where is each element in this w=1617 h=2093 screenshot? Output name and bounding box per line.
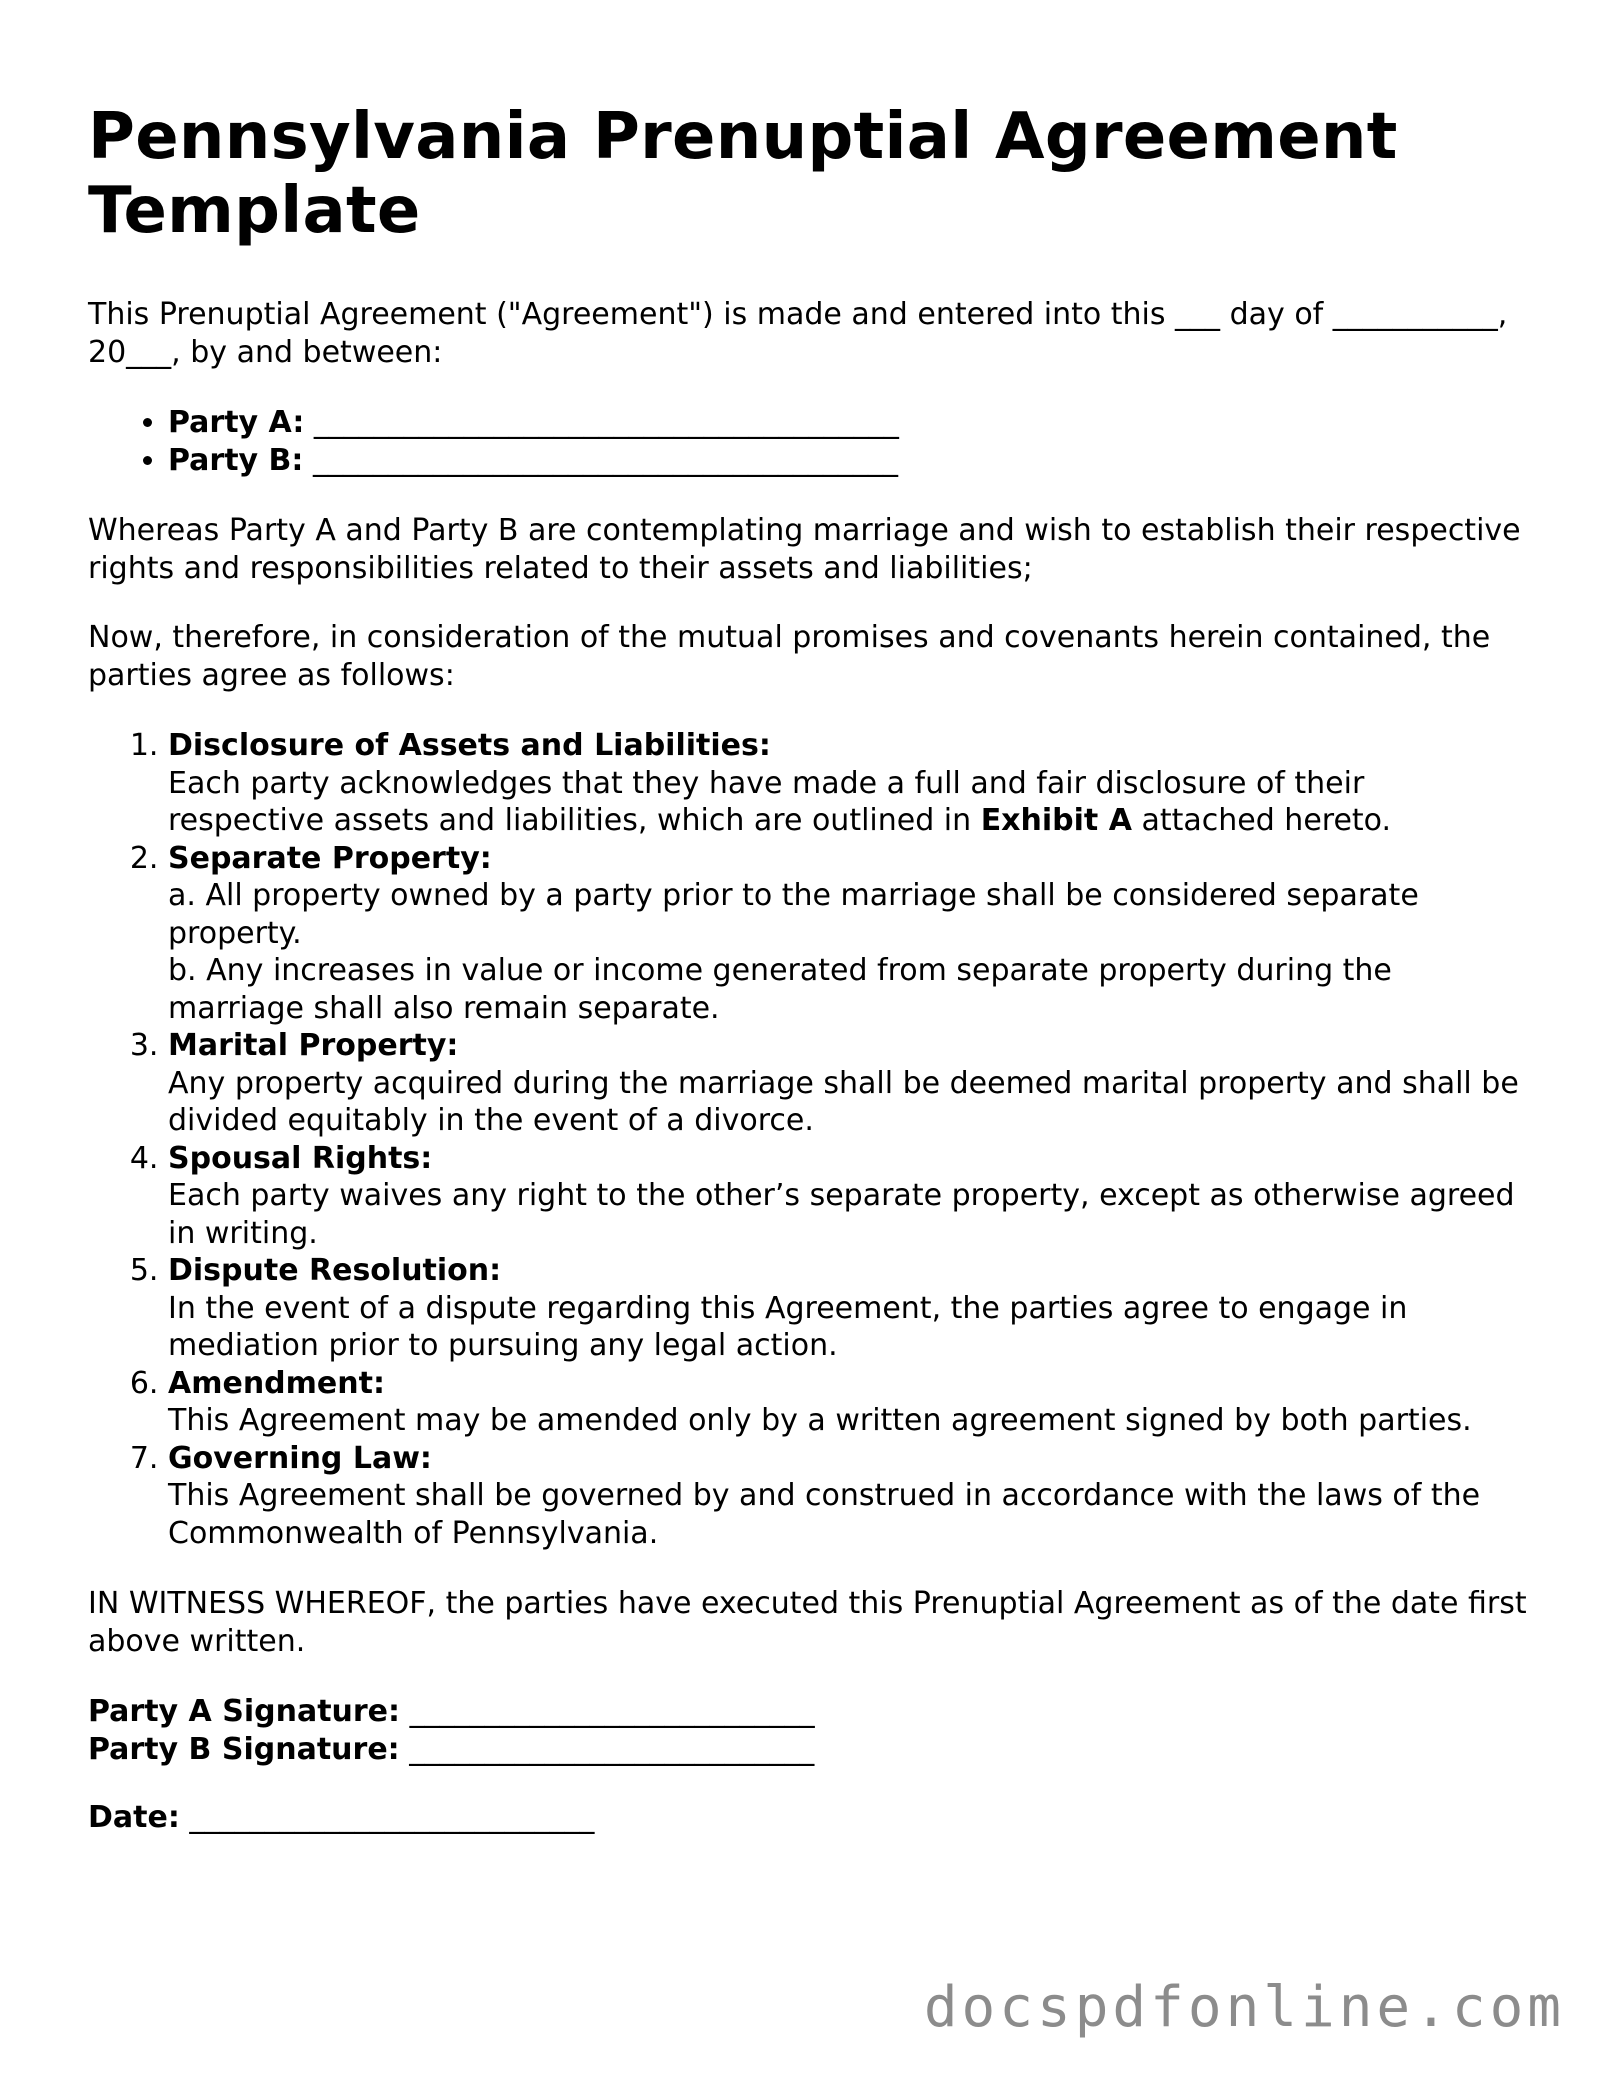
party-b-blank: _______________________________________ [312,443,898,478]
date-label: Date: [88,1800,180,1835]
party-a-item [168,404,1528,442]
clause-text: This Agreement may be amended only by a written agreement signed by both parties. [168,1403,1472,1438]
party-a-label: Party A: [168,405,305,440]
signature-block [88,1693,1528,1769]
party-b-label: Party B: [168,443,304,478]
clause-heading: Amendment: [168,1365,385,1401]
clause-text: attached hereto. [1131,803,1392,838]
clause-text: Each party acknowledges that they have made a full and fair disclosure of their respective assets and liabilities, which are outlined in [168,765,1365,838]
now-therefore-paragraph: Now, therefore, in consideration of the mutual promises and covenants herein contained, the parties agree as follows: [88,620,1491,693]
date-line [88,1799,1528,1837]
party-a-signature-label: Party A Signature: [88,1694,401,1729]
clause-heading: Spousal Rights: [168,1140,433,1176]
intro-paragraph: This Prenuptial Agreement ("Agreement") is made and entered into this ___ day of ___________, 20___, by and between: [88,297,1508,370]
party-b-signature-blank: ___________________________ [409,1732,815,1767]
clause-heading: Governing Law: [168,1440,432,1476]
exhibit-a-reference: Exhibit A [980,803,1132,838]
clause-text: Each party waives any right to the other’s separate property, except as otherwise agreed in writing. [168,1178,1515,1251]
witness-paragraph: IN WITNESS WHEREOF, the parties have executed this Prenuptial Agreement as of the date first above written. [88,1586,1527,1659]
document-title: Pennsylvania Prenuptial Agreement Template [88,100,1398,248]
clause-governing-law [168,1440,1528,1553]
clause-spousal-rights [168,1140,1528,1253]
date-blank: ___________________________ [189,1800,595,1835]
watermark: docspdfonline.com [923,1975,1565,2040]
whereas-paragraph: Whereas Party A and Party B are contemplating marriage and wish to establish their respective rights and responsibilities related to their assets and liabilities; [88,513,1521,586]
clause-heading: Marital Property: [168,1028,459,1063]
clause-amendment [168,1365,1528,1440]
clause-text: In the event of a dispute regarding this Agreement, the parties agree to engage in mediation prior to pursuing any legal action. [168,1290,1408,1363]
clause-dispute-resolution [168,1252,1528,1365]
parties-list [88,404,1528,480]
party-a-signature-line [88,1693,1528,1731]
party-a-signature-blank: ___________________________ [409,1694,815,1729]
clause-disclosure [168,727,1528,840]
clause-subitem-b: b. Any increases in value or income generated from separate property during the marriage shall also remain separate. [168,953,1392,1026]
document-page [88,100,1528,1837]
party-b-signature-line [88,1731,1528,1769]
clause-subitem-a: a. All property owned by a party prior to the marriage shall be considered separate property. [168,878,1419,951]
party-a-blank: _______________________________________ [313,405,899,440]
clause-text: Any property acquired during the marriage shall be deemed marital property and shall be divided equitably in the event of a divorce. [168,1065,1519,1138]
clause-heading: Disclosure of Assets and Liabilities: [168,728,771,763]
party-b-signature-label: Party B Signature: [88,1732,400,1767]
clause-heading: Separate Property: [168,840,492,876]
clause-marital-property [168,1027,1528,1140]
clauses-list [88,727,1528,1552]
clause-heading: Dispute Resolution: [168,1253,502,1288]
clause-text: This Agreement shall be governed by and construed in accordance with the laws of the Commonwealth of Pennsylvania. [168,1478,1481,1551]
clause-separate-property [168,840,1528,1028]
party-b-item [168,442,1528,480]
